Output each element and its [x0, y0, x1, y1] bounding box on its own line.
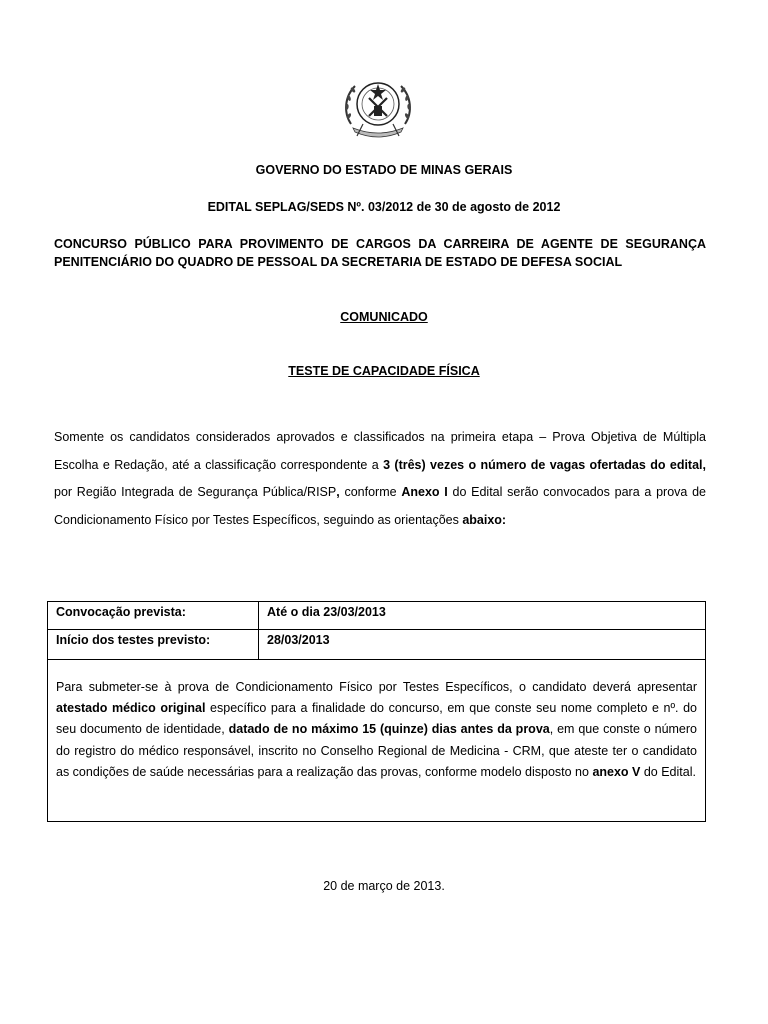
req-bold-2: datado de no máximo 15 (quinze) dias antes da prova — [228, 722, 550, 737]
convocation-value: Até o dia 23/03/2013 — [267, 605, 386, 619]
intro-text-1: Somente os candidatos considerados aprovados e classificados na primeira etapa – Prova Objetiva de Múltipla Escolha e Redação, até a classificação correspondente a — [54, 430, 706, 472]
intro-bold-2: , — [336, 485, 340, 499]
government-title: GOVERNO DO ESTADO DE MINAS GERAIS — [255, 163, 513, 177]
intro-text-4: do Edital serão convocados para a prova de Condicionamento Físico por Testes Específicos, seguindo as orientações — [54, 485, 706, 527]
intro-text-3: conforme — [339, 485, 402, 499]
table-row — [48, 630, 705, 660]
requirements-paragraph — [56, 677, 697, 783]
intro-text-2: por Região Integrada de Segurança Pública/RISP — [54, 485, 337, 499]
intro-bold-4: abaixo: — [462, 512, 507, 527]
table-row — [48, 602, 705, 630]
state-coat-of-arms-icon — [339, 72, 417, 140]
edict-title: EDITAL SEPLAG/SEDS Nº. 03/2012 de 30 de agosto de 2012 — [207, 200, 561, 214]
req-text-2: específico para a finalidade do concurso, em que conste seu nome completo e nº. do seu documento de identidade, — [56, 701, 697, 737]
req-text-1: Para submeter-se à prova de Condicionamento Físico por Testes Específicos, o candidato deverá apresentar — [56, 680, 697, 694]
schedule-table — [47, 601, 706, 822]
req-bold-1: atestado médico original — [56, 701, 206, 716]
req-text-4: do Edital. — [640, 764, 696, 779]
intro-bold-3: Anexo I — [401, 485, 448, 499]
tests-start-label: Início dos testes previsto: — [48, 630, 259, 659]
intro-paragraph — [54, 424, 706, 534]
req-text-3: , em que conste o número do registro do médico responsável, inscrito no Conselho Regional de Medicina - CRM, que ateste ter o candidato as condições de saúde necessárias para a realização das provas, conforme modelo disposto no — [56, 722, 697, 779]
document-date: 20 de março de 2013. — [323, 879, 445, 893]
tests-start-value: 28/03/2013 — [267, 633, 330, 647]
contest-heading: CONCURSO PÚBLICO PARA PROVIMENTO DE CARGOS DA CARREIRA DE AGENTE DE SEGURANÇA PENITENCIÁRIO DO QUADRO DE PESSOAL DA SECRETARIA DE ESTADO DE DEFESA SOCIAL — [54, 237, 706, 269]
convocation-label: Convocação prevista: — [48, 602, 259, 629]
notice-subtitle: TESTE DE CAPACIDADE FÍSICA — [288, 364, 480, 378]
notice-title: COMUNICADO — [340, 310, 428, 324]
req-bold-3: anexo V — [592, 764, 641, 779]
intro-bold-1: 3 (três) vezes o número de vagas ofertadas do edital, — [383, 457, 706, 472]
